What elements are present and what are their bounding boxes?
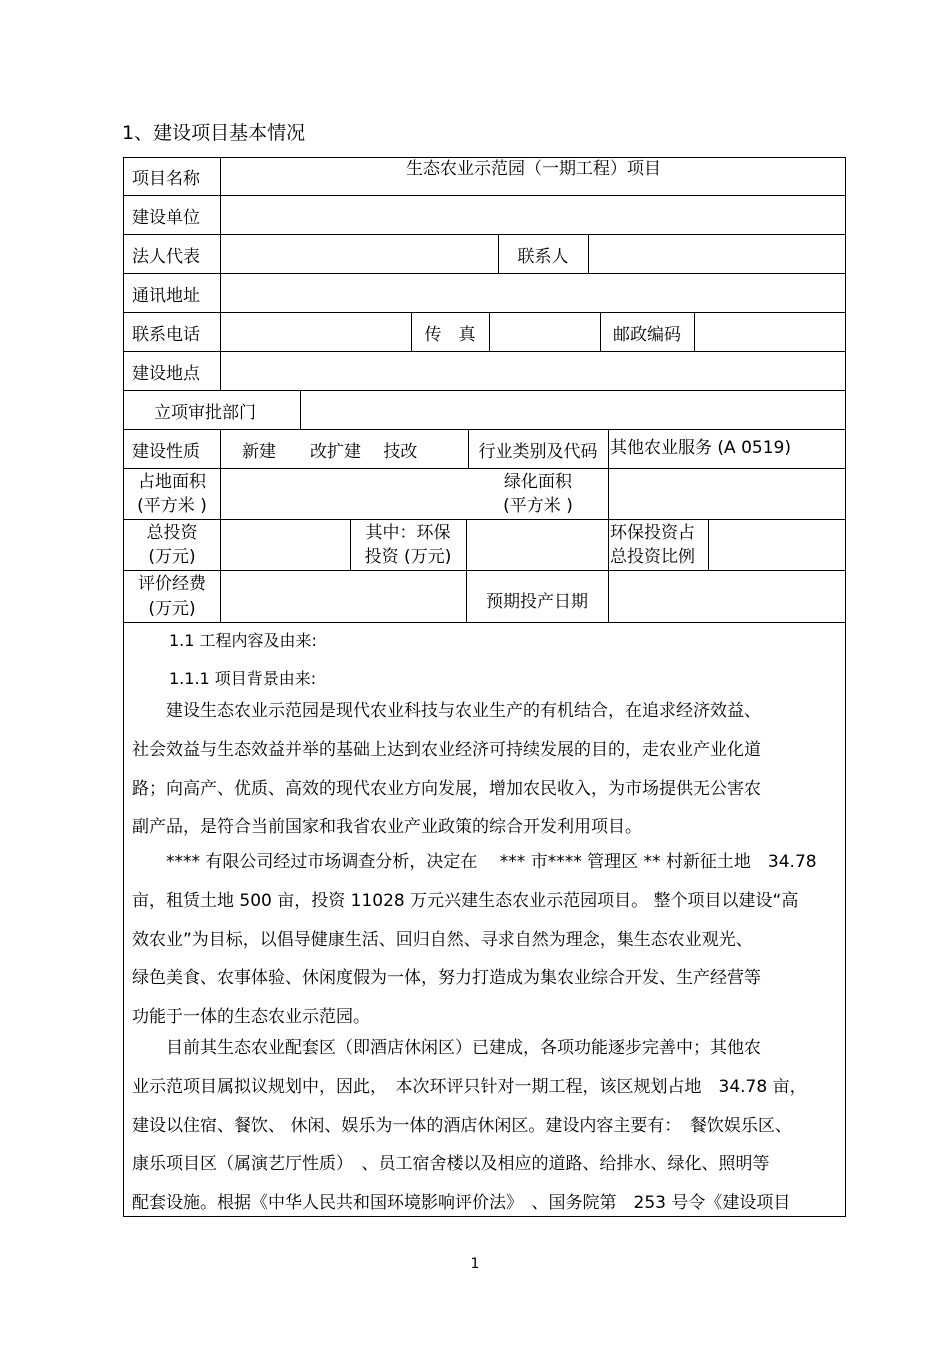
- contact-person-label: 联系人: [517, 247, 569, 267]
- green-area-label-1: 绿化面积: [504, 472, 572, 492]
- page-number: 1: [470, 1256, 480, 1272]
- legal-rep-label: 法人代表: [132, 247, 200, 267]
- address-label: 通讯地址: [132, 286, 200, 306]
- green-area-label-2: (平方米 ): [503, 496, 573, 516]
- section-heading: 1、建设项目基本情况: [122, 122, 306, 144]
- paragraph-line: **** 有限公司经过市场调查分析，决定在 *** 市**** 管理区 ** 村新征土地 34.78: [132, 852, 817, 872]
- paragraph-line: 目前其生态农业配套区（即酒店休闲区）已建成，各项功能逐步完善中；其他农: [132, 1038, 761, 1058]
- paragraph-line: 绿色美食、农事体验、休闲度假为一体，努力打造成为集农业综合开发、生产经营等: [132, 968, 761, 989]
- phone-label: 联系电话: [132, 325, 200, 345]
- expected-date-label: 预期投产日期: [486, 592, 588, 612]
- site-label: 建设地点: [132, 364, 200, 384]
- eval-fee-label-2: (万元): [148, 599, 196, 619]
- paragraph-scope: [132, 1029, 837, 1223]
- env-ratio-label-2: 总投资比例: [610, 547, 695, 567]
- total-invest-label-1: 总投资: [146, 523, 198, 543]
- env-invest-label-1: 其中：环保: [365, 523, 451, 543]
- project-name-value: 生态农业示范园（一期工程）项目: [406, 159, 661, 179]
- section-1-1-1-heading: 1.1.1 项目背景由来:: [169, 669, 317, 688]
- construction-unit-label: 建设单位: [132, 208, 200, 228]
- nature-options: 新建 改扩建 技改: [242, 442, 418, 462]
- paragraph-line: 建设生态农业示范园是现代农业科技与农业生产的有机结合，在追求经济效益、: [132, 701, 761, 721]
- industry-value: 其他农业服务 (A 0519): [610, 438, 791, 458]
- land-area-label-2: (平方米 ): [137, 496, 207, 516]
- postcode-label: 邮政编码: [613, 325, 681, 345]
- paragraph-line: 功能于一体的生态农业示范园。: [132, 1007, 370, 1028]
- paragraph-line: 副产品，是符合当前国家和我省农业产业政策的综合开发利用项目。: [132, 817, 642, 838]
- paragraph-line: 路；向高产、优质、高效的现代农业方向发展，增加农民收入，为市场提供无公害农: [132, 778, 761, 799]
- paragraph-line: 配套设施。根据《中华人民共和国环境影响评价法》 、国务院第 253 号令《建设项目: [132, 1193, 791, 1214]
- env-invest-label-2: 投资 (万元): [364, 547, 452, 567]
- project-info-table: [123, 157, 846, 1217]
- industry-label: 行业类别及代码: [478, 442, 598, 462]
- fax-label: 传 真: [424, 325, 476, 345]
- section-1-1-heading: 1.1 工程内容及由来:: [169, 631, 317, 650]
- paragraph-line: 业示范项目属拟议规划中，因此， 本次环评只针对一期工程，该区规划占地 34.78 亩，: [132, 1076, 807, 1097]
- paragraph-line: 建设以住宿、餐饮、 休闲、娱乐为一体的酒店休闲区。建设内容主要有： 餐饮娱乐区、: [132, 1115, 792, 1136]
- land-area-label-1: 占地面积: [138, 472, 206, 492]
- eval-fee-label-1: 评价经费: [138, 574, 206, 594]
- paragraph-line: 亩，租赁土地 500 亩，投资 11028 万元兴建生态农业示范园项目。 整个项目以建设“高: [132, 890, 799, 911]
- paragraph-company: [132, 843, 837, 1037]
- total-invest-label-2: (万元): [148, 547, 196, 567]
- paragraph-line: 效农业”为目标，以倡导健康生活、回归自然、寻求自然为理念，集生态农业观光、: [132, 929, 753, 950]
- approval-dept-label: 立项审批部门: [154, 403, 256, 423]
- paragraph-line: 社会效益与生态效益并举的基础上达到农业经济可持续发展的目的，走农业产业化道: [132, 739, 761, 760]
- nature-label: 建设性质: [132, 442, 200, 462]
- paragraph-background: [132, 692, 837, 847]
- paragraph-line: 康乐项目区（属演艺厅性质） 、员工宿舍楼以及相应的道路、给排水、绿化、照明等: [132, 1154, 770, 1175]
- project-name-label: 项目名称: [132, 169, 200, 189]
- env-ratio-label-1: 环保投资占: [610, 523, 695, 543]
